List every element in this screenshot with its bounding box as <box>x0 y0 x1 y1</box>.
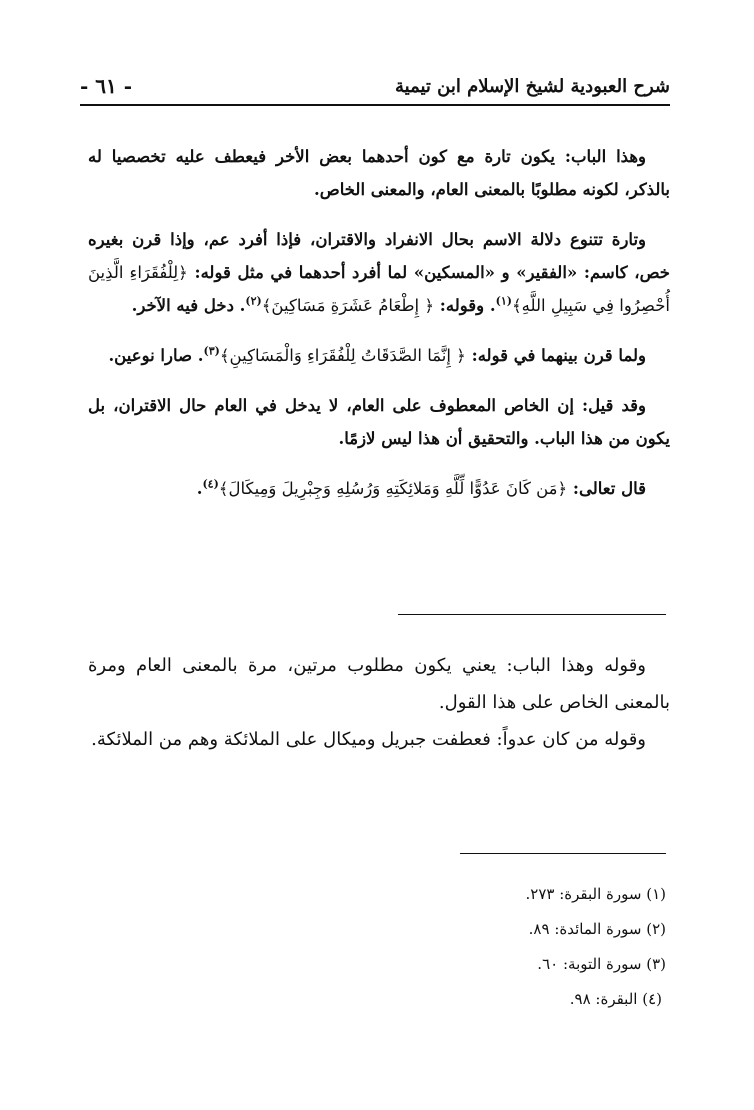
commentary-paragraph-2: وقوله من كان عدواً: فعطفت جبريل وميكال على الملائكة وهم من الملائكة. <box>91 729 646 750</box>
footnote-separator <box>460 853 666 854</box>
paragraph-2-text-a: وتارة تتنوع دلالة الاسم بحال الانفراد والاقتران، فإذا أفرد عم، وإذا قرن بغيره خص، كاسم: «الفقير» و «المسكين» لما أفرد أحدهما في مثل قوله: <box>88 230 670 282</box>
quran-verse-2: ﴿ إِطْعَامُ عَشَرَةِ مَسَاكِينَ﴾ <box>261 296 435 315</box>
main-text <box>88 140 670 505</box>
footnote-4: (٤) البقرة: ٩٨. <box>569 990 662 1008</box>
paragraph-5-text-b: . <box>196 479 203 498</box>
commentary-separator <box>398 614 666 615</box>
paragraph-2 <box>88 223 670 322</box>
footnote-ref-2: (٢) <box>245 294 262 308</box>
footnote-2: (٢) سورة المائدة: ٨٩. <box>528 920 666 938</box>
paragraph-3-text-b: . صارا نوعين. <box>108 346 204 365</box>
paragraph-5 <box>88 472 670 505</box>
footnote-1: (١) سورة البقرة: ٢٧٣. <box>525 885 666 903</box>
paragraph-2-text-b: . وقوله: <box>434 296 496 315</box>
paragraph-2-text-c: . دخل فيه الآخر. <box>131 296 246 315</box>
paragraph-5-text-a: قال تعالى: <box>567 479 646 498</box>
footnote-ref-4: (٤) <box>202 477 219 491</box>
paragraph-3 <box>88 339 670 372</box>
running-header <box>80 72 670 106</box>
quran-verse-3: ﴿ إِنَّمَا الصَّدَقَاتُ لِلْفُقَرَاءِ وَالْمَسَاكِينِ﴾ <box>219 346 466 365</box>
quran-verse-1: ﴿لِلْفُقَرَاءِ الَّذِينَ أُحْصِرُوا فِي سَبِيلِ اللَّهِ﴾ <box>88 263 670 315</box>
page-number: - ٦١ - <box>80 74 133 98</box>
commentary-text <box>88 647 670 758</box>
footnote-ref-3: (٣) <box>203 344 220 358</box>
paragraph-3-text-a: ولما قرن بينهما في قوله: <box>465 346 646 365</box>
header-rule <box>80 104 670 106</box>
footnote-ref-1: (١) <box>495 294 512 308</box>
header-title: شرح العبودية لشيخ الإسلام ابن تيمية <box>394 76 670 97</box>
footnote-3: (٣) سورة التوبة: ٦٠. <box>537 955 666 973</box>
paragraph-1: وهذا الباب: يكون تارة مع كون أحدهما بعض الأخر فيعطف عليه تخصصيا له بالذكر، لكونه مطلوبًا بالمعنى العام، والمعنى الخاص. <box>88 147 670 199</box>
paragraph-4: وقد قيل: إن الخاص المعطوف على العام، لا يدخل في العام حال الاقتران، بل يكون من هذا الباب. والتحقيق أن هذا ليس لازمًا. <box>88 396 670 448</box>
commentary-paragraph-1: وقوله وهذا الباب: يعني يكون مطلوب مرتين، مرة بالمعنى العام ومرة بالمعنى الخاص على هذا القول. <box>88 655 670 713</box>
footnotes <box>366 877 666 1017</box>
quran-verse-4: ﴿مَن كَانَ عَدُوًّا لِّلَّهِ وَمَلائِكَتِهِ وَرُسُلِهِ وَجِبْرِيلَ وَمِيكَالَ﴾ <box>218 479 568 498</box>
